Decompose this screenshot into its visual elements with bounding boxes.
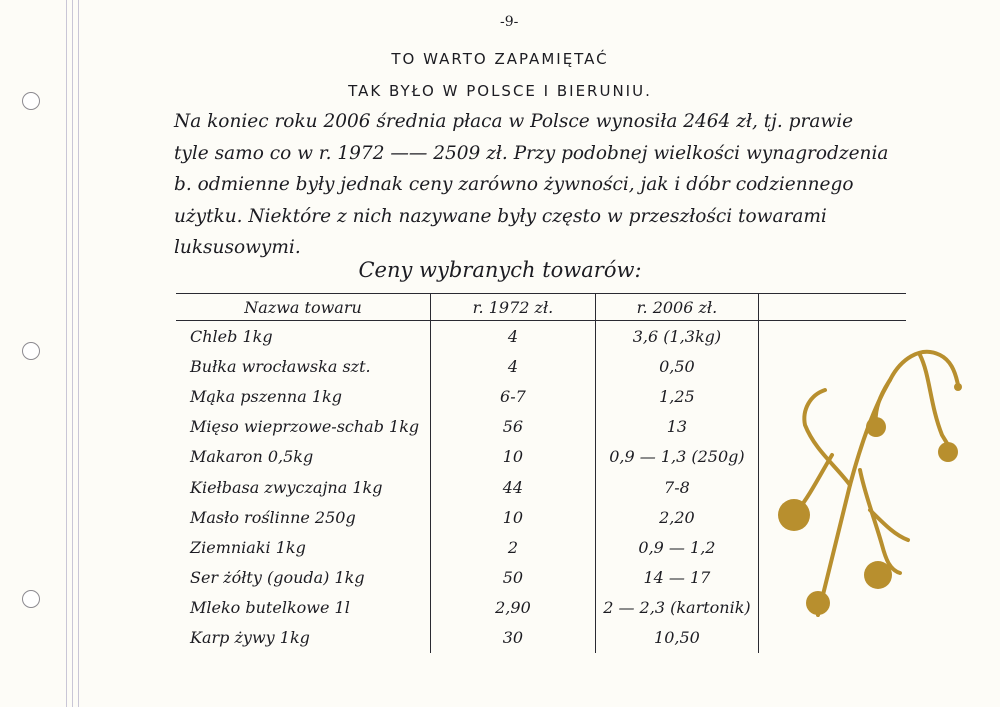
margin-rule xyxy=(78,0,79,707)
paragraph-line: b. odmienne były jednak ceny zarówno żywności, jak i dóbr codziennego xyxy=(174,174,854,195)
price-1972: 4 xyxy=(431,351,596,381)
column-header-empty xyxy=(759,294,906,321)
column-header-product: Nazwa towaru xyxy=(176,294,431,321)
margin-rule xyxy=(66,0,67,707)
binder-hole xyxy=(22,342,40,360)
price-1972: 50 xyxy=(431,563,596,593)
paragraph-line: tyle samo co w r. 1972 —— 2509 zł. Przy podobnej wielkości wynagrodzenia xyxy=(174,142,889,164)
plant-sprig-illustration xyxy=(770,335,970,625)
price-2006: 1,25 xyxy=(595,381,758,411)
paragraph-line: luksusowymi. xyxy=(174,237,301,258)
product-name: Ziemniaki 1kg xyxy=(190,537,306,557)
price-1972: 30 xyxy=(431,623,596,653)
paragraph-line: użytku. Niektóre z nich nazywane były często w przeszłości towarami xyxy=(174,205,827,227)
paragraph-line: Na koniec roku 2006 średnia płaca w Polsce wynosiła 2464 zł, tj. prawie xyxy=(174,111,854,132)
product-name: Mleko butelkowe 1l xyxy=(190,598,350,618)
product-name: Masło roślinne 250g xyxy=(190,507,356,527)
table-header-row xyxy=(176,294,906,321)
price-2006: 14 — 17 xyxy=(595,563,758,593)
price-2006: 10,50 xyxy=(595,623,758,653)
price-1972: 2 xyxy=(431,532,596,562)
product-name: Ser żółty (gouda) 1kg xyxy=(190,568,365,588)
product-name: Mąka pszenna 1kg xyxy=(190,386,342,406)
price-2006: 0,9 — 1,3 (250g) xyxy=(595,442,758,472)
product-name: Bułka wrocławska szt. xyxy=(190,356,371,376)
price-1972: 2,90 xyxy=(431,593,596,623)
heading-line-2: TAK BYŁO W POLSCE I BIERUNIU. xyxy=(348,82,652,100)
product-name: Karp żywy 1kg xyxy=(190,628,310,648)
price-2006: 13 xyxy=(595,412,758,442)
price-1972: 4 xyxy=(431,321,596,352)
price-2006: 2,20 xyxy=(595,502,758,532)
price-2006: 0,50 xyxy=(595,351,758,381)
berry xyxy=(938,442,958,462)
plant-branch xyxy=(798,455,832,510)
berry xyxy=(864,561,892,589)
empty-cell xyxy=(759,623,906,653)
berry xyxy=(806,591,830,615)
price-1972: 56 xyxy=(431,412,596,442)
berry xyxy=(778,499,810,531)
price-2006: 0,9 — 1,2 xyxy=(595,532,758,562)
product-name: Chleb 1kg xyxy=(190,326,273,346)
berry xyxy=(954,383,962,391)
price-1972: 10 xyxy=(431,442,596,472)
product-name: Mięso wieprzowe-schab 1kg xyxy=(190,417,420,437)
price-1972: 10 xyxy=(431,502,596,532)
margin-rule xyxy=(72,0,73,707)
page-number: -9- xyxy=(500,14,519,30)
product-name: Kiełbasa zwyczajna 1kg xyxy=(190,477,383,497)
price-1972: 44 xyxy=(431,472,596,502)
product-name: Makaron 0,5kg xyxy=(190,447,314,467)
price-2006: 7-8 xyxy=(595,472,758,502)
plant-branch xyxy=(804,390,850,485)
column-header-2006: r. 2006 zł. xyxy=(595,294,758,321)
intro-paragraph xyxy=(174,106,944,264)
heading-line-1: TO WARTO ZAPAMIĘTAĆ xyxy=(391,50,609,68)
column-header-1972: r. 1972 zł. xyxy=(431,294,596,321)
binder-hole xyxy=(22,590,40,608)
price-2006: 2 — 2,3 (kartonik) xyxy=(595,593,758,623)
price-1972: 6-7 xyxy=(431,381,596,411)
price-2006: 3,6 (1,3kg) xyxy=(595,321,758,352)
table-title: Ceny wybranych towarów: xyxy=(358,258,642,282)
berry xyxy=(866,417,886,437)
plant-branch xyxy=(920,355,949,449)
table-row xyxy=(176,623,906,653)
